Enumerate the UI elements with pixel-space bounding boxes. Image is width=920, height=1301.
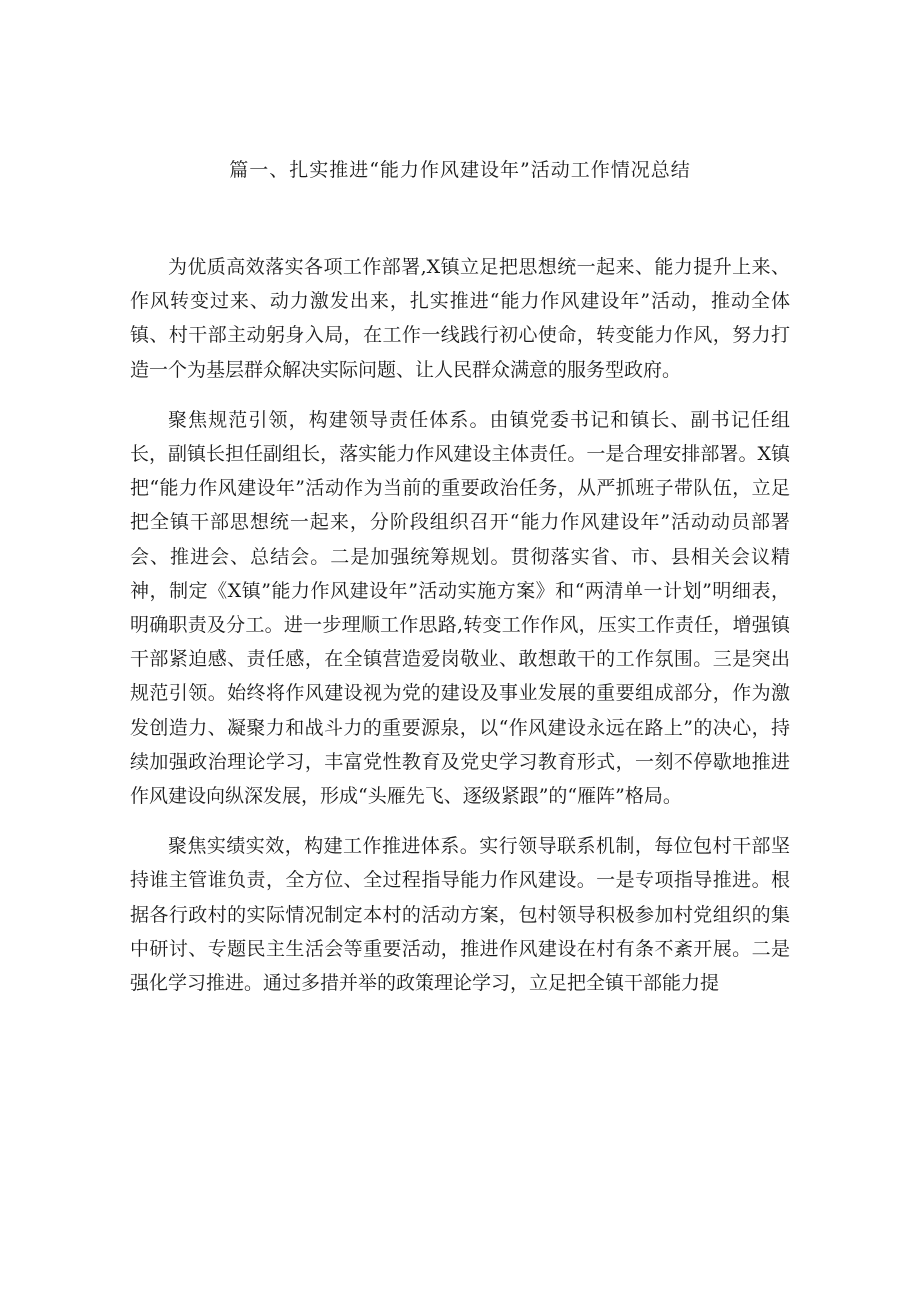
paragraph-intro: 为优质高效落实各项工作部署,X镇立足把思想统一起来、能力提升上来、作风转变过来、动力激发出来，扎实推进“能力作风建设年”活动，推动全体镇、村干部主动躬身入局，在工作一线践行初心使命，转变能力作风，努力打造一个为基层群众解决实际问题、让人民群众满意的服务型政府。	[130, 256, 790, 381]
paragraph-leadership-responsibility: 聚焦规范引领，构建领导责任体系。由镇党委书记和镇长、副书记任组长，副镇长担任副组长，落实能力作风建设主体责任。一是合理安排部署。X镇把“能力作风建设年”活动作为当前的重要政治任务，从严抓班子带队伍，立足把全镇干部思想统一起来，分阶段组织召开“能力作风建设年”活动动员部署会、推进会、总结会。二是加强统筹规划。贯彻落实省、市、县相关会议精神，制定《X镇”能力作风建设年”活动实施方案》和“两清单一计划”明细表，明确职责及分工。进一步理顺工作思路,转变工作作风，压实工作责任，增强镇干部紧迫感、责任感，在全镇营造爱岗敬业、敢想敢干的工作氛围。三是突出规范引领。始终将作风建设视为党的建设及事业发展的重要组成部分，作为激发创造力、凝聚力和战斗力的重要源泉，以“作风建设永远在路上”的决心，持续加强政治理论学习，丰富党性教育及党史学习教育形式，一刻不停歇地推进作风建设向纵深发展，形成“头雁先飞、逐级紧跟”的“雁阵”格局。	[130, 408, 790, 808]
paragraph-work-promotion: 聚焦实绩实效，构建工作推进体系。实行领导联系机制，每位包村干部坚持谁主管谁负责，全方位、全过程指导能力作风建设。一是专项指导推进。根据各行政村的实际情况制定本村的活动方案，包村领导积极参加村党组织的集中研讨、专题民主生活会等重要活动，推进作风建设在村有条不紊开展。二是强化学习推进。通过多措并举的政策理论学习，立足把全镇干部能力提	[130, 835, 790, 995]
document-title: 篇一、扎实推进“能力作风建设年”活动工作情况总结	[229, 159, 691, 181]
document-body	[130, 250, 790, 1016]
